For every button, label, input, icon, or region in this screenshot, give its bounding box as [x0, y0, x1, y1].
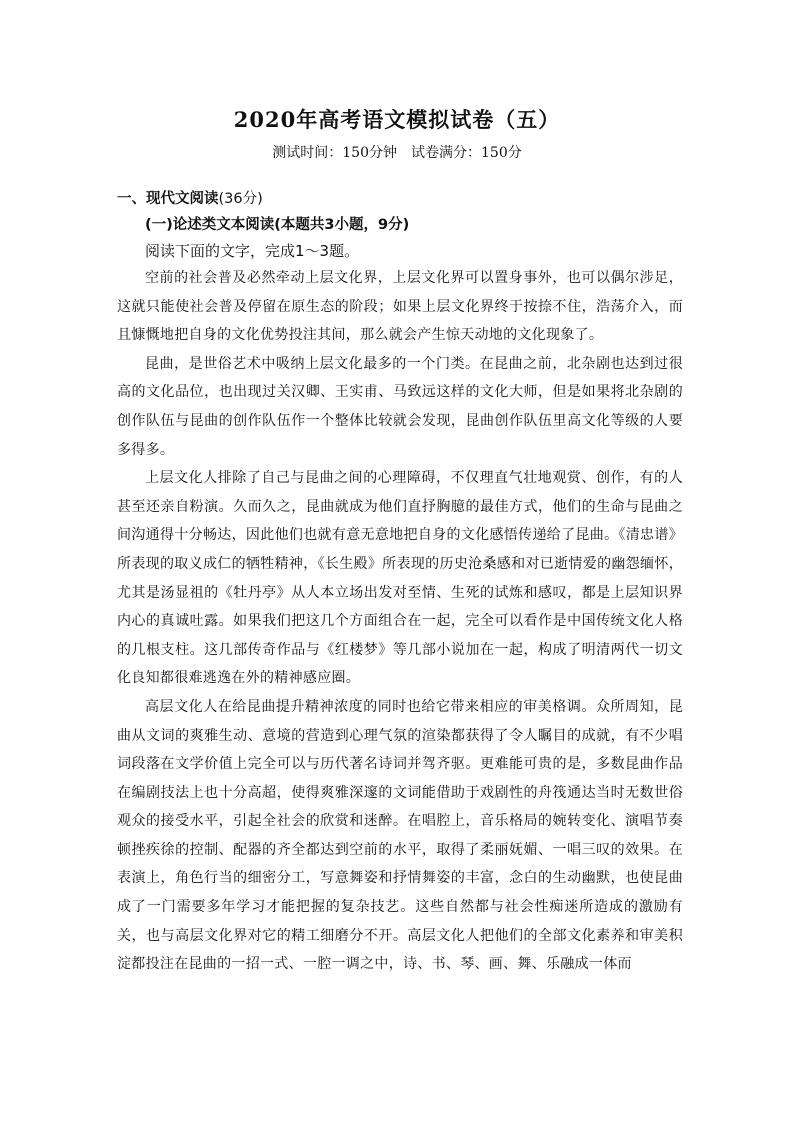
exam-content — [117, 186, 683, 979]
passage-paragraph: 空前的社会普及必然牵动上层文化界，上层文化界可以置身事外，也可以偶尔涉足，这就只能使社会普及停留在原生态的阶段；如果上层文化界终于按捺不住，浩荡介入，而且慷慨地把自身的文化优势投注其间，那么就会产生惊天动地的文化现象了。 — [117, 270, 683, 344]
reading-instruction: 阅读下面的文字，完成1～3题。 — [145, 242, 360, 260]
subsection-heading-label: (一)论述类文本阅读 — [145, 217, 275, 233]
passage-paragraph: 昆曲，是世俗艺术中吸纳上层文化最多的一个门类。在昆曲之前，北杂剧也达到过很高的文化品位，也出现过关汉卿、王实甫、马致远这样的文化大师，但是如果将北杂剧的创作队伍与昆曲的创作队伍作一个整体比较就会发现，昆曲创作队伍里高文化等级的人要多得多。 — [117, 355, 683, 458]
exam-full-score: 试卷满分：150分 — [411, 145, 522, 161]
exam-meta — [0, 142, 794, 162]
section-heading — [117, 186, 683, 212]
section-heading-label: 一、现代文阅读 — [117, 191, 219, 207]
exam-time: 测试时间：150分钟 — [272, 145, 397, 161]
subsection-heading-detail: (本题共3小题，9分) — [274, 217, 410, 233]
passage-paragraph: 上层文化人排除了自己与昆曲之间的心理障碍，不仅理直气壮地观赏、创作，有的人甚至还亲自粉演。久而久之，昆曲就成为他们直抒胸臆的最佳方式，他们的生命与昆曲之间沟通得十分畅达，因此他们也就有意无意地把自身的文化感悟传递给了昆曲。《清忠谱》所表现的取义成仁的牺牲精神，《长生殿》所表现的历史沧桑感和对已逝情爱的幽怨缅怀，尤其是汤显祖的《牡丹亭》从人本立场出发对至情、生死的试炼和感叹，都是上层知识界内心的真诚吐露。如果我们把这几个方面组合在一起，完全可以看作是中国传统文化人格的几根支柱。这几部传奇作品与《红楼梦》等几部小说加在一起，构成了明清两代一切文化良知都很难逃逸在外的精神感应圈。 — [117, 470, 683, 687]
subsection-heading — [145, 212, 683, 238]
passage-paragraph: 高层文化人在给昆曲提升精神浓度的同时也给它带来相应的审美格调。众所周知，昆曲从文词的爽雅生动、意境的营造到心理气氛的渲染都获得了令人瞩目的成就，有不少唱词段落在文学价值上完全可以与历代著名诗词并驾齐驱。更难能可贵的是，多数昆曲作品在编剧技法上也十分高超，使得爽雅深邃的文词能借助于戏剧性的舟筏通达当时无数世俗观众的接受水平，引起全社会的欣赏和迷醉。在唱腔上，音乐格局的婉转变化、演唱节奏顿挫疾徐的控制、配器的齐全都达到空前的水平，取得了柔丽妩媚、一唱三叹的效果。在表演上，角色行当的细密分工，写意舞姿和抒情舞姿的丰富，念白的生动幽默，也使昆曲成了一门需要多年学习才能把握的复杂技艺。这些自然都与社会性痴迷所造成的激励有关，也与高层文化界对它的精工细磨分不开。高层文化人把他们的全部文化素养和审美积淀都投注在昆曲的一招一式、一腔一调之中，诗、书、琴、画、舞、乐融成一体而 — [117, 698, 683, 973]
section-heading-points: (36分) — [218, 191, 263, 207]
exam-title: 2020年高考语文模拟试卷（五） — [233, 107, 561, 132]
